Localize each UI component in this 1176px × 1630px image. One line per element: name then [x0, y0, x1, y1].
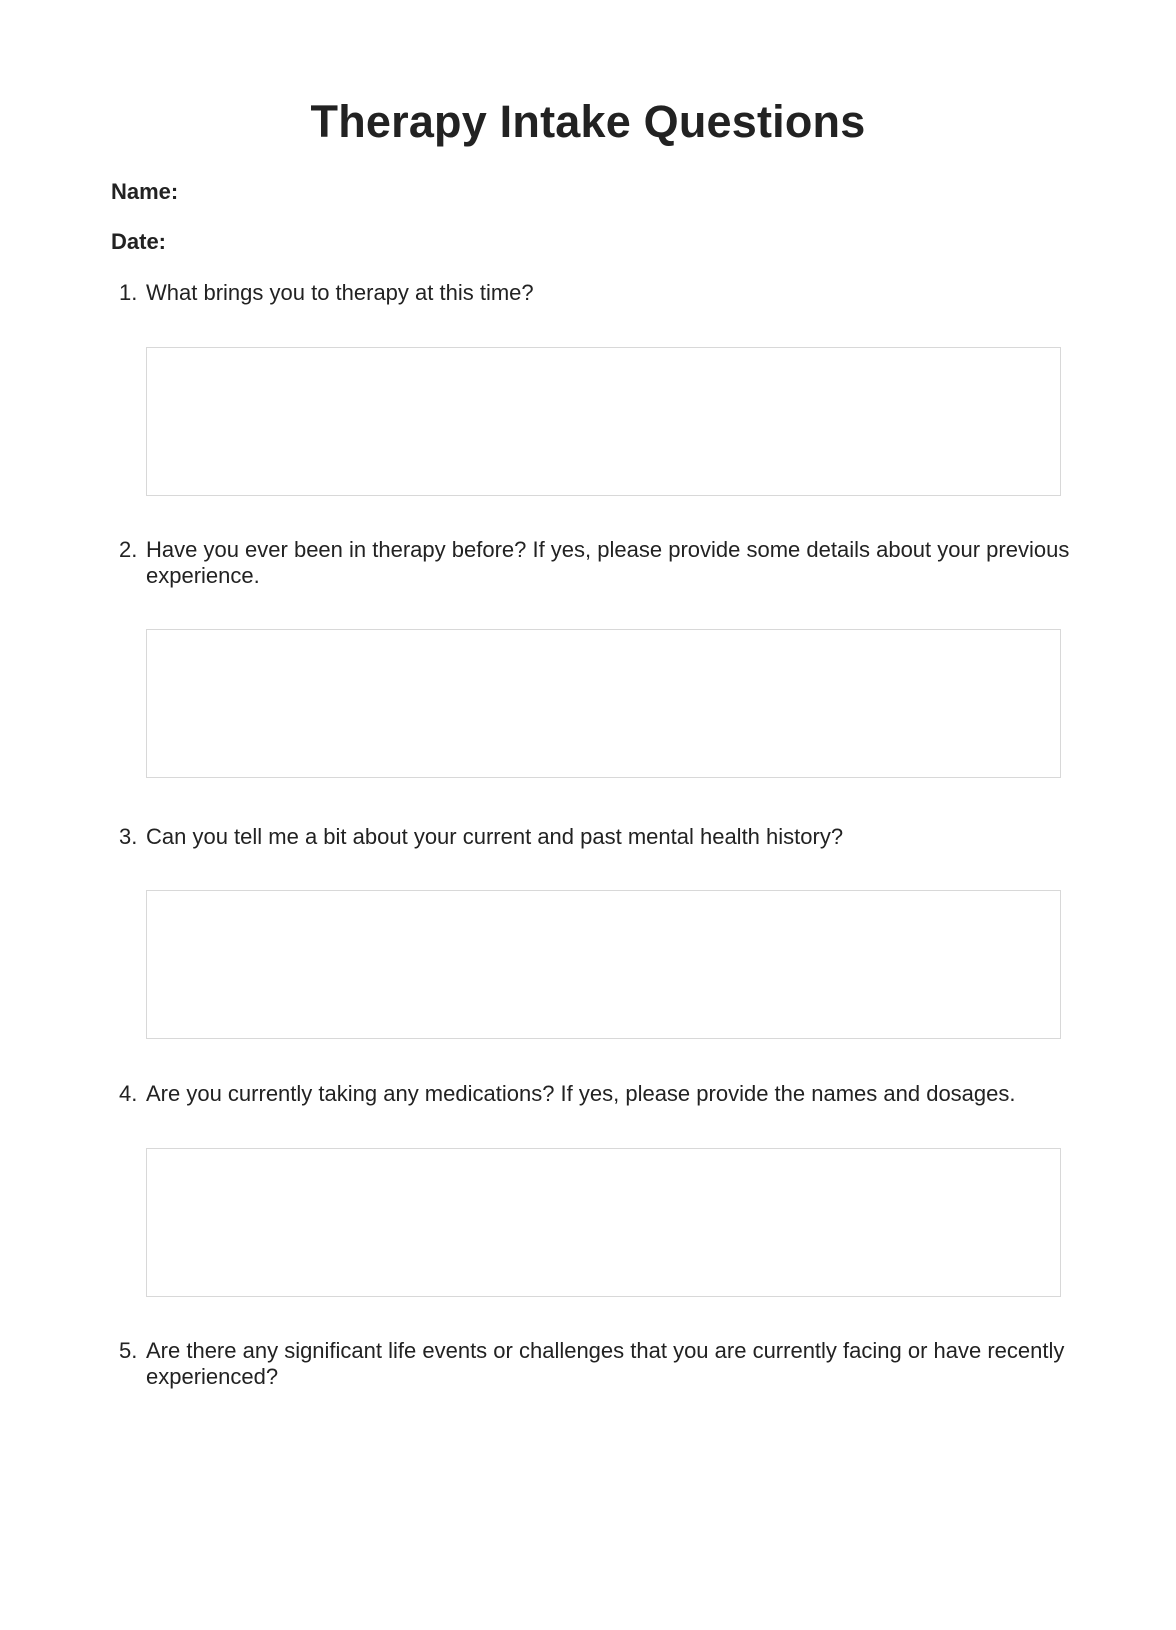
page-title: Therapy Intake Questions [310, 96, 866, 147]
question-4 [119, 1081, 1079, 1107]
question-5-number: 5. [119, 1338, 138, 1363]
answer-box-3[interactable] [146, 890, 1061, 1039]
question-3 [119, 824, 1079, 850]
question-2-number: 2. [119, 537, 138, 562]
name-label: Name: [111, 179, 179, 204]
question-5 [119, 1338, 1079, 1390]
date-label: Date: [111, 229, 167, 254]
question-1-text: What brings you to therapy at this time? [146, 280, 534, 305]
question-3-text: Can you tell me a bit about your current and past mental health history? [146, 824, 844, 849]
question-2-text: Have you ever been in therapy before? If yes, please provide some details about your previous experience. [146, 537, 1070, 588]
answer-box-2[interactable] [146, 629, 1061, 778]
answer-box-4[interactable] [146, 1148, 1061, 1297]
question-2 [119, 537, 1079, 589]
question-3-number: 3. [119, 824, 138, 849]
question-1 [119, 280, 1079, 306]
question-4-text: Are you currently taking any medications? If yes, please provide the names and dosages. [146, 1081, 1016, 1106]
question-4-number: 4. [119, 1081, 138, 1106]
question-1-number: 1. [119, 280, 138, 305]
answer-box-1[interactable] [146, 347, 1061, 496]
question-5-text: Are there any significant life events or challenges that you are currently facing or have recently experienced? [146, 1338, 1065, 1389]
